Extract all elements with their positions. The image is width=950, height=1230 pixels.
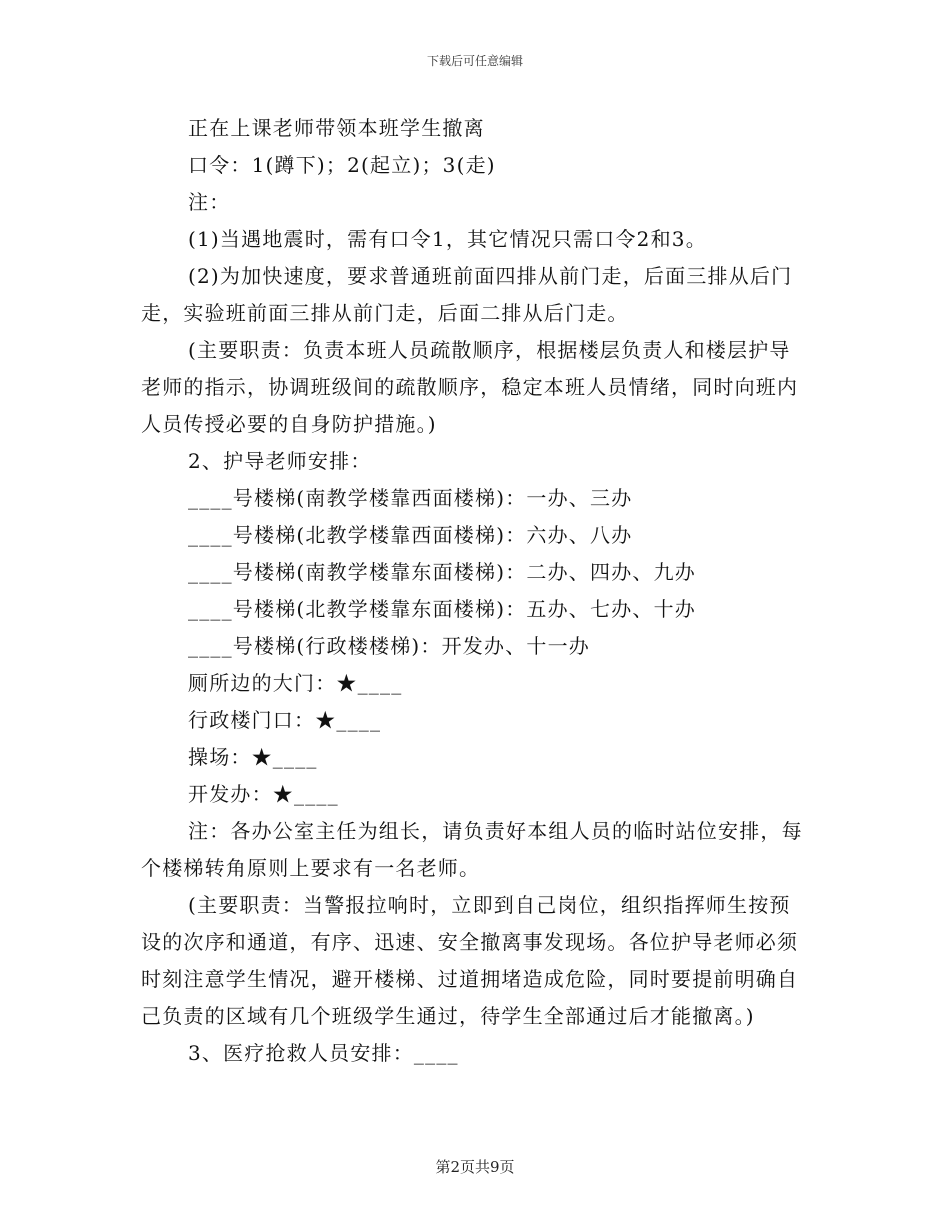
text-line: 注： <box>188 190 231 214</box>
section-heading: 2、护导老师安排： <box>188 449 372 473</box>
text-line: 正在上课老师带领本班学生撤离 <box>188 116 485 140</box>
gate-assignment: 操场：★____ <box>188 745 318 769</box>
page-header: 下载后可任意编辑 <box>426 54 523 68</box>
text-line: 口令：1(蹲下)；2(起立)；3(走) <box>188 153 496 177</box>
gate-assignment: 行政楼门口：★____ <box>188 708 382 732</box>
stair-assignment: ____号楼梯(北教学楼靠东面楼梯)：五办、七办、十办 <box>188 597 697 621</box>
paragraph: (2)为加快速度，要求普通班前面四排从前门走，后面三排从后门走，实验班前面三排从前门走，后面二排从后门走。 <box>141 264 793 325</box>
text-line: (1)当遇地震时，需有口令1，其它情况只需口令2和3。 <box>188 227 707 251</box>
stair-assignment: ____号楼梯(行政楼楼梯)：开发办、十一办 <box>188 634 591 658</box>
paragraph: (主要职责：当警报拉响时，立即到自己岗位，组织指挥师生按预设的次序和通道，有序、迅速、安全撤离事发现场。各位护导老师必须时刻注意学生情况，避开楼梯、过道拥堵造成危险，同时要提前明确自己负责的区域有几个班级学生通过，待学生全部通过后才能撤离。) <box>141 893 799 1028</box>
document-body <box>141 110 811 1072</box>
stair-assignment: ____号楼梯(北教学楼靠西面楼梯)：六办、八办 <box>188 523 633 547</box>
page-footer: 第2页共9页 <box>435 1158 515 1176</box>
stair-assignment: ____号楼梯(南教学楼靠东面楼梯)：二办、四办、九办 <box>188 560 697 584</box>
gate-assignment: 开发办：★____ <box>188 782 339 806</box>
stair-assignment: ____号楼梯(南教学楼靠西面楼梯)：一办、三办 <box>188 486 633 510</box>
gate-assignment: 厕所边的大门：★____ <box>188 671 403 695</box>
section-heading: 3、医疗抢救人员安排：____ <box>188 1041 459 1065</box>
paragraph: (主要职责：负责本班人员疏散顺序，根据楼层负责人和楼层护导老师的指示，协调班级间的疏散顺序，稳定本班人员情绪，同时向班内人员传授必要的自身防护措施。) <box>141 338 799 436</box>
paragraph: 注：各办公室主任为组长，请负责好本组人员的临时站位安排，每个楼梯转角原则上要求有一名老师。 <box>141 819 803 880</box>
